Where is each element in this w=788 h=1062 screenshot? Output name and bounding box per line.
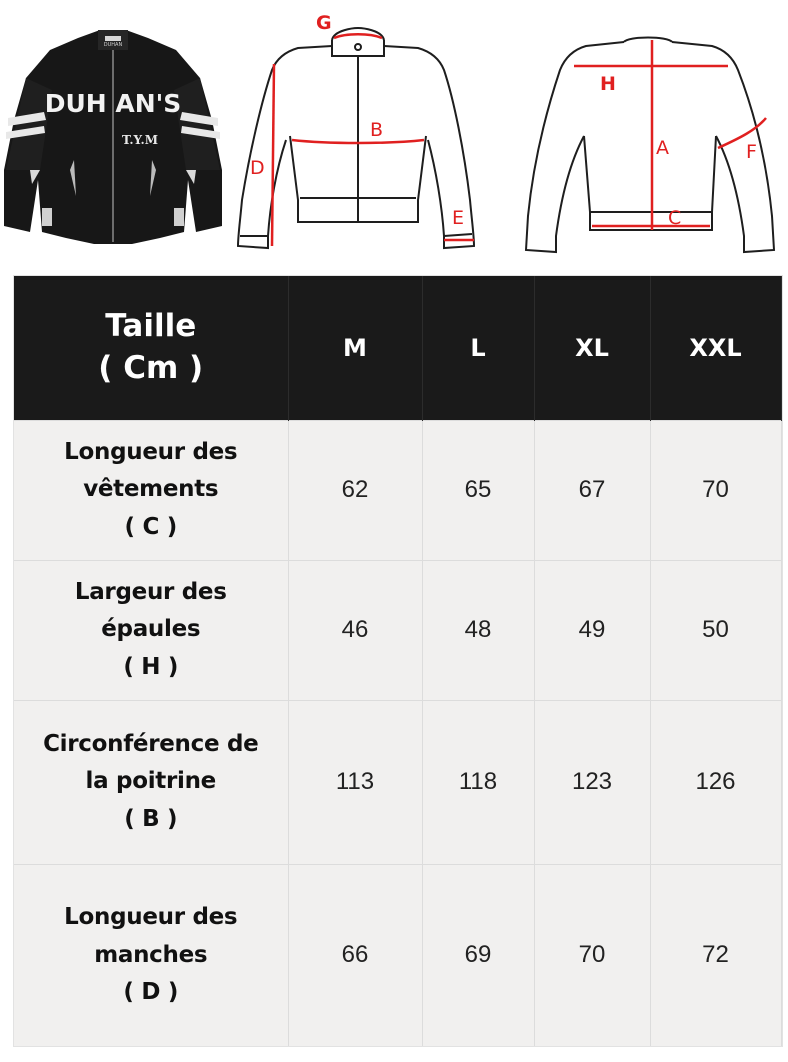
size-chart-table xyxy=(14,276,782,1046)
brand-print: DUH AN'S xyxy=(44,89,182,118)
sub-print: T.Y.M xyxy=(121,133,159,147)
table-header-row xyxy=(14,276,781,420)
label-g: G xyxy=(316,12,332,34)
label-h: H xyxy=(600,73,616,95)
table-row xyxy=(14,420,781,560)
label-e: E xyxy=(452,207,465,229)
row-label xyxy=(14,560,288,700)
row-label xyxy=(14,420,288,560)
row-label-code: ( H ) xyxy=(123,653,179,680)
neck-label: DUHAN xyxy=(103,42,123,48)
table-cell: 70 xyxy=(534,864,650,1046)
table-cell: 72 xyxy=(650,864,781,1046)
label-b: B xyxy=(370,119,384,141)
measurement-diagrams xyxy=(0,0,788,272)
table-cell: 66 xyxy=(288,864,422,1046)
row-label-line: vêtements xyxy=(83,476,219,503)
label-f: F xyxy=(746,141,757,163)
jacket-product-image xyxy=(0,20,226,250)
table-row xyxy=(14,700,781,864)
row-label xyxy=(14,864,288,1046)
unit-label: ( Cm ) xyxy=(98,349,204,386)
table-cell: 113 xyxy=(288,700,422,864)
size-header-m: M xyxy=(288,276,422,420)
table-row xyxy=(14,560,781,700)
row-label-line: épaules xyxy=(101,616,201,643)
row-label-line: Largeur des xyxy=(74,579,227,606)
table-cell: 48 xyxy=(422,560,534,700)
table-cell: 118 xyxy=(422,700,534,864)
table-cell: 65 xyxy=(422,420,534,560)
size-header-label: Taille xyxy=(105,307,197,344)
table-cell: 70 xyxy=(650,420,781,560)
size-unit-header xyxy=(14,276,288,420)
row-label xyxy=(14,700,288,864)
label-a: A xyxy=(656,137,669,159)
size-header-l: L xyxy=(422,276,534,420)
table-row xyxy=(14,864,781,1046)
label-c: C xyxy=(668,207,682,229)
row-label-line: Circonférence de xyxy=(43,731,259,758)
row-label-line: Longueur des xyxy=(64,904,238,931)
label-d: D xyxy=(250,157,265,179)
table-cell: 126 xyxy=(650,700,781,864)
table-cell: 123 xyxy=(534,700,650,864)
row-label-code: ( B ) xyxy=(124,805,178,832)
table-cell: 62 xyxy=(288,420,422,560)
front-view-diagram xyxy=(228,0,490,264)
row-label-code: ( C ) xyxy=(124,513,177,540)
table-cell: 46 xyxy=(288,560,422,700)
size-header-xxl: XXL xyxy=(650,276,781,420)
table-cell: 49 xyxy=(534,560,650,700)
table-cell: 67 xyxy=(534,420,650,560)
row-label-line: la poitrine xyxy=(85,768,216,795)
table-cell: 69 xyxy=(422,864,534,1046)
size-header-xl: XL xyxy=(534,276,650,420)
back-view-diagram xyxy=(520,26,784,266)
row-label-code: ( D ) xyxy=(123,978,179,1005)
table-cell: 50 xyxy=(650,560,781,700)
row-label-line: manches xyxy=(94,941,208,968)
row-label-line: Longueur des xyxy=(64,439,238,466)
